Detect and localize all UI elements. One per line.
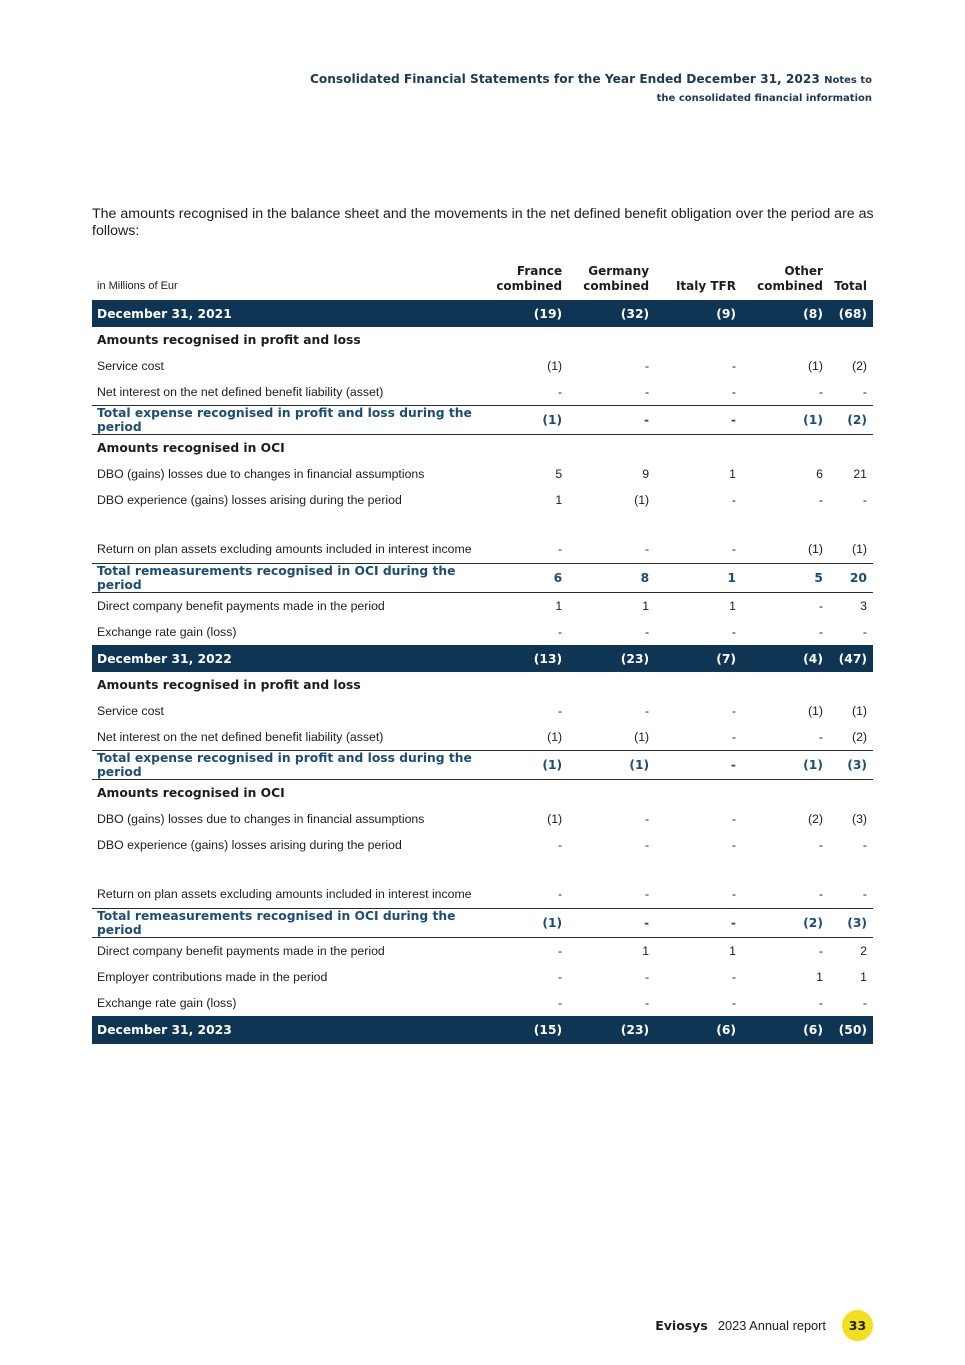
row-value: (1) <box>491 751 568 780</box>
column-header-row <box>92 258 873 300</box>
row-value: - <box>558 887 563 901</box>
row-value: 1 <box>642 944 650 958</box>
row-value: (1) <box>742 751 829 780</box>
row-value: (1) <box>807 542 823 556</box>
row-value: (50) <box>829 1016 873 1044</box>
table-row <box>92 832 873 858</box>
subtotal-row <box>92 751 873 780</box>
table-row <box>92 964 873 990</box>
section-heading-row <box>92 672 873 698</box>
row-value: (2) <box>829 406 873 435</box>
row-value: - <box>731 996 736 1010</box>
row-value: - <box>558 970 563 984</box>
row-value: (1) <box>634 493 650 507</box>
column-header-line: combined <box>496 279 563 293</box>
row-label: Net interest on the net defined benefit liability (asset) <box>97 730 384 744</box>
table-row <box>92 938 873 965</box>
row-value: - <box>568 406 655 435</box>
column-header-line: combined <box>757 279 823 293</box>
row-value: - <box>645 887 650 901</box>
row-label: December 31, 2021 <box>92 300 491 327</box>
table-row <box>92 461 873 487</box>
row-value: - <box>731 812 736 826</box>
row-label: Return on plan assets excluding amounts included in interest income <box>97 887 472 901</box>
row-value: (1) <box>742 406 829 435</box>
column-header-line: Italy TFR <box>675 279 736 293</box>
row-label: DBO experience (gains) losses arising during the period <box>97 493 402 507</box>
column-header-other <box>742 258 829 300</box>
row-value: - <box>645 996 650 1010</box>
row-label: Return on plan assets excluding amounts included in interest income <box>97 542 472 556</box>
row-value: - <box>818 385 823 399</box>
row-value: - <box>558 838 563 852</box>
header-title: Consolidated Financial Statements for the Year Ended December 31, 2023 <box>309 72 820 86</box>
row-value: - <box>568 909 655 938</box>
row-value: - <box>818 887 823 901</box>
table-row <box>92 353 873 379</box>
benefit-obligation-table <box>92 258 873 1044</box>
row-value: 1 <box>642 599 650 613</box>
row-value: (15) <box>491 1016 568 1044</box>
row-value: - <box>731 887 736 901</box>
row-value: - <box>818 838 823 852</box>
row-value: (8) <box>742 300 829 327</box>
column-header-line: Total <box>834 279 867 293</box>
column-header-line: Other <box>784 264 823 278</box>
row-label: Amounts recognised in OCI <box>97 441 285 455</box>
row-value: (6) <box>655 1016 742 1044</box>
table-row <box>92 698 873 724</box>
row-value: (1) <box>491 909 568 938</box>
row-value: (4) <box>742 645 829 672</box>
row-label: DBO (gains) losses due to changes in financial assumptions <box>97 812 425 826</box>
row-value: - <box>655 406 742 435</box>
row-value: - <box>818 996 823 1010</box>
row-label: Direct company benefit payments made in the period <box>97 944 385 958</box>
row-value: (32) <box>568 300 655 327</box>
row-value: 1 <box>555 493 563 507</box>
row-value: - <box>558 625 563 639</box>
row-value: (2) <box>807 812 823 826</box>
row-label: Amounts recognised in OCI <box>97 786 285 800</box>
row-label: December 31, 2022 <box>92 645 491 672</box>
row-value: (1) <box>851 542 867 556</box>
period-balance-row <box>92 300 873 327</box>
row-value: - <box>645 970 650 984</box>
row-value: (1) <box>807 359 823 373</box>
row-value: 6 <box>491 564 568 593</box>
row-value: (19) <box>491 300 568 327</box>
section-heading-row <box>92 780 873 807</box>
row-value: - <box>645 838 650 852</box>
row-value: - <box>645 812 650 826</box>
row-value: 6 <box>816 467 823 481</box>
row-value: - <box>645 704 650 718</box>
row-value: - <box>558 996 563 1010</box>
row-value: - <box>731 838 736 852</box>
row-value: 1 <box>860 970 867 984</box>
row-value: (9) <box>655 300 742 327</box>
row-label: Amounts recognised in profit and loss <box>97 333 361 347</box>
row-value: (13) <box>491 645 568 672</box>
row-value: (1) <box>634 730 650 744</box>
table-row <box>92 858 873 909</box>
row-value: (7) <box>655 645 742 672</box>
column-header-line: Germany <box>588 264 650 278</box>
row-value: - <box>862 887 867 901</box>
row-value: 8 <box>568 564 655 593</box>
intro-paragraph: The amounts recognised in the balance sheet and the movements in the net defined benefit obligation over the period are as follows: <box>92 206 874 240</box>
row-value: - <box>731 385 736 399</box>
row-value: - <box>645 625 650 639</box>
page-number-badge: 33 <box>842 1310 873 1341</box>
row-value: 1 <box>729 944 736 958</box>
row-value: - <box>731 704 736 718</box>
row-value: - <box>558 944 563 958</box>
row-value: 1 <box>729 467 736 481</box>
row-value: - <box>731 625 736 639</box>
table-row <box>92 619 873 645</box>
row-value: 5 <box>742 564 829 593</box>
row-label: Total remeasurements recognised in OCI during the period <box>92 564 491 593</box>
table-row <box>92 487 873 513</box>
row-value: - <box>731 542 736 556</box>
row-value: - <box>558 542 563 556</box>
row-value: - <box>655 751 742 780</box>
row-value: - <box>731 730 736 744</box>
row-label: Exchange rate gain (loss) <box>97 625 237 639</box>
row-value: - <box>558 704 563 718</box>
row-value: (1) <box>547 730 563 744</box>
row-value: (1) <box>547 812 563 826</box>
row-value: - <box>645 542 650 556</box>
table-row <box>92 806 873 832</box>
row-label: Direct company benefit payments made in the period <box>97 599 385 613</box>
row-label: Total expense recognised in profit and loss during the period <box>92 751 491 780</box>
row-value: - <box>558 385 563 399</box>
table-row <box>92 379 873 406</box>
unit-label: in Millions of Eur <box>97 280 178 292</box>
row-value: 9 <box>642 467 650 481</box>
row-value: - <box>731 493 736 507</box>
row-value: - <box>862 493 867 507</box>
row-value: (47) <box>829 645 873 672</box>
row-value: - <box>862 625 867 639</box>
row-value: 2 <box>860 944 867 958</box>
row-label: Total expense recognised in profit and loss during the period <box>92 406 491 435</box>
row-value: (23) <box>568 1016 655 1044</box>
subtotal-row <box>92 909 873 938</box>
row-label: Exchange rate gain (loss) <box>97 996 237 1010</box>
period-balance-row <box>92 645 873 672</box>
row-label: December 31, 2023 <box>92 1016 491 1044</box>
row-value: (6) <box>742 1016 829 1044</box>
section-heading-row <box>92 327 873 353</box>
row-value: - <box>818 493 823 507</box>
row-value: - <box>645 385 650 399</box>
row-value: - <box>731 359 736 373</box>
column-header-total <box>829 258 873 300</box>
row-value: (3) <box>829 751 873 780</box>
row-value: - <box>862 838 867 852</box>
row-label: Employer contributions made in the period <box>97 970 328 984</box>
table-body <box>92 300 873 1044</box>
row-label: DBO (gains) losses due to changes in financial assumptions <box>97 467 425 481</box>
page-header <box>310 70 872 108</box>
row-value: 1 <box>816 970 823 984</box>
row-value: - <box>731 970 736 984</box>
row-value: 3 <box>860 599 867 613</box>
row-value: 1 <box>729 599 736 613</box>
section-heading-row <box>92 435 873 462</box>
footer-brand: Eviosys <box>655 1317 708 1333</box>
table-row <box>92 593 873 620</box>
row-value: (1) <box>851 704 867 718</box>
row-value: - <box>862 996 867 1010</box>
column-header-italy <box>655 258 742 300</box>
row-value: (2) <box>742 909 829 938</box>
row-label: DBO experience (gains) losses arising during the period <box>97 838 402 852</box>
column-header-line: France <box>516 264 563 278</box>
page-footer <box>655 1310 873 1340</box>
row-value: 20 <box>829 564 873 593</box>
row-value: 1 <box>555 599 563 613</box>
table-row <box>92 513 873 564</box>
row-value: 5 <box>555 467 563 481</box>
row-value: - <box>818 599 823 613</box>
column-header-line: combined <box>583 279 650 293</box>
header-notes-a: Notes to <box>824 75 872 86</box>
row-value: - <box>862 385 867 399</box>
row-value: (1) <box>547 359 563 373</box>
row-value: (3) <box>829 909 873 938</box>
row-value: (1) <box>807 704 823 718</box>
row-value: - <box>645 359 650 373</box>
period-balance-row <box>92 1016 873 1044</box>
row-value: 1 <box>655 564 742 593</box>
table-row <box>92 990 873 1016</box>
row-label: Service cost <box>97 359 164 373</box>
subtotal-row <box>92 564 873 593</box>
row-value: (23) <box>568 645 655 672</box>
row-value: 21 <box>853 467 867 481</box>
row-value: (2) <box>851 359 867 373</box>
row-value: (1) <box>491 406 568 435</box>
footer-report-title: 2023 Annual report <box>717 1317 826 1333</box>
row-label: Service cost <box>97 704 164 718</box>
row-label: Total remeasurements recognised in OCI during the period <box>92 909 491 938</box>
row-value: - <box>818 944 823 958</box>
row-value: (1) <box>568 751 655 780</box>
row-value: (2) <box>851 730 867 744</box>
column-header-germany <box>568 258 655 300</box>
row-label: Net interest on the net defined benefit liability (asset) <box>97 385 384 399</box>
row-value: - <box>818 730 823 744</box>
row-value: - <box>655 909 742 938</box>
row-value: (68) <box>829 300 873 327</box>
row-value: - <box>818 625 823 639</box>
header-title-line <box>310 70 872 90</box>
column-header-france <box>491 258 568 300</box>
subtotal-row <box>92 406 873 435</box>
table-row <box>92 724 873 751</box>
header-notes-b: the consolidated financial information <box>656 93 872 104</box>
row-label: Amounts recognised in profit and loss <box>97 678 361 692</box>
row-value: (3) <box>851 812 867 826</box>
